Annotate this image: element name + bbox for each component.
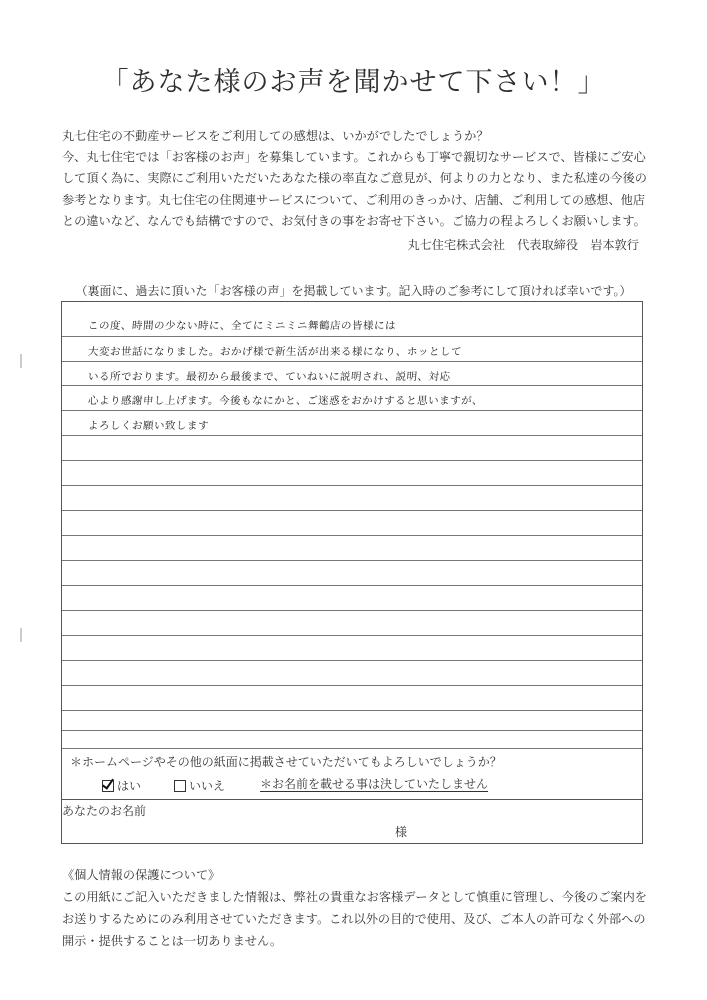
ruled-line xyxy=(62,610,642,611)
page-title: 「あなた様のお声を聞かせて下さい！」 xyxy=(101,67,606,98)
ruled-line xyxy=(62,685,642,686)
privacy-line: お送りするためにのみ利用させていただきます。これ以外の目的で使用、及び、ご本人の許可なく外部への xyxy=(62,912,646,926)
publication-consent xyxy=(62,748,642,800)
consent-no-option[interactable] xyxy=(174,777,225,794)
privacy-section-title: 《個人情報の保護について》 xyxy=(62,868,221,882)
privacy-line: この用紙にご記入いただきました情報は、弊社の貴重なお客様データとして慎重に管理し、今後のご案内を xyxy=(62,890,647,904)
intro-line: 今、丸七住宅では「お客様のお声」を募集しています。これからも丁寧で親切なサービスで、皆様にご安心 xyxy=(62,150,646,165)
ruled-line xyxy=(62,435,642,436)
name-honorific: 様 xyxy=(395,825,408,839)
privacy-section-body xyxy=(62,886,652,952)
handwritten-line: いる所でおります。最初から最後まで、ていねいに説明され、説明、対応 xyxy=(87,371,451,383)
intro-line: して頂く為に、実際にご利用いただいたあなた様の率直なご意見が、何よりの力となり、また私達の今後の xyxy=(62,171,647,186)
ruled-line xyxy=(62,510,642,511)
company-signature: 丸七住宅株式会社 代表取締役 岩本敦行 xyxy=(407,238,639,252)
intro-line: 丸七住宅の不動産サービスをご利用しての感想は、いかがでしたでしょうか？ xyxy=(62,129,489,143)
handwritten-line: 心より感謝申し上げます。今後もなにかと、ご迷惑をおかけすると思いますが、 xyxy=(87,395,484,407)
intro-line: 参考となります。丸七住宅の住関連サービスについて、ご利用のきっかけ、店舗、ご利用しての感想、他店 xyxy=(62,192,646,207)
punch-hole-mark xyxy=(20,628,22,642)
handwritten-line: この度、時間の少ない時に、全てにミニミニ舞鶴店の皆様には xyxy=(87,320,397,332)
ruled-line xyxy=(62,710,642,711)
ruled-line xyxy=(62,535,642,536)
consent-question: ＊ホームページやその他の紙面に掲載させていただいてもよろしいでしょうか？ xyxy=(70,755,502,769)
consent-yes-option[interactable] xyxy=(102,777,141,794)
ruled-line xyxy=(62,485,642,486)
no-label: いいえ xyxy=(189,779,226,793)
feedback-form xyxy=(61,301,643,844)
ruled-line xyxy=(62,585,642,586)
ruled-line xyxy=(62,730,642,731)
yes-label: はい xyxy=(117,779,142,793)
ruled-line xyxy=(62,385,642,386)
ruled-line xyxy=(62,410,642,411)
name-privacy-note: ＊お名前を載せる事は決していたしません xyxy=(260,777,489,791)
privacy-line: 開示・提供することは一切ありません。 xyxy=(62,934,283,948)
handwritten-line: よろしくお願い致します xyxy=(87,420,210,432)
intro-line: との違いなど、なんでも結構ですので、お気付きの事をお寄せ下さい。ご協力の程よろしくお願いします。 xyxy=(62,213,646,228)
intro-text xyxy=(62,126,652,232)
ruled-line xyxy=(62,460,642,461)
name-field-label: あなたのお名前 xyxy=(62,804,147,818)
ruled-line xyxy=(62,560,642,561)
comment-area[interactable] xyxy=(62,302,642,748)
no-checkbox[interactable] xyxy=(174,780,186,792)
ruled-line xyxy=(62,336,642,337)
ruled-line xyxy=(62,660,642,661)
ruled-line xyxy=(62,361,642,362)
ruled-line xyxy=(62,635,642,636)
punch-hole-mark xyxy=(20,354,22,368)
handwritten-line: 大変お世話になりました。おかげ様で新生活が出来る様になり、ホッとして xyxy=(87,346,463,358)
reference-note: （裏面に、過去に頂いた「お客様の声」を掲載しています。記入時のご参考にして頂ければ幸いです。） xyxy=(75,284,632,298)
yes-checkbox[interactable] xyxy=(102,780,114,792)
